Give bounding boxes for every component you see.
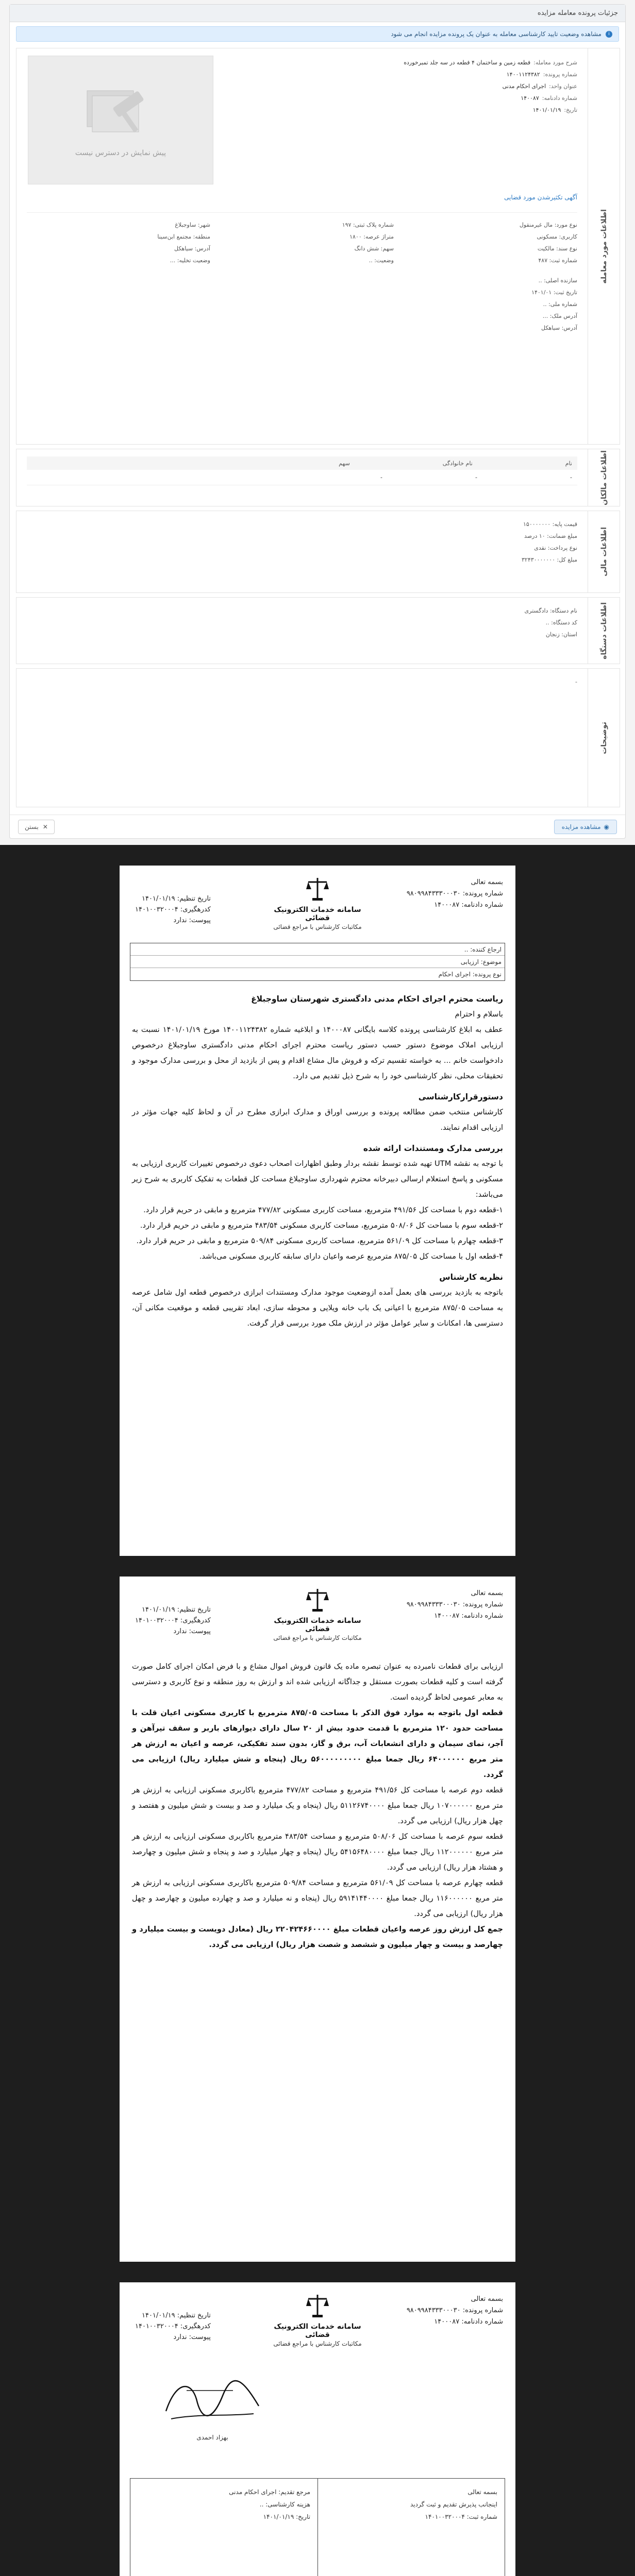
financial-row: قیمت پایه: ۱۵۰۰۰۰۰۰۰ bbox=[523, 521, 577, 528]
paragraph: باتوجه به بازدید بررسی های بعمل آمده ازوضعیت موجود مدارک ومستندات ابرازی درخصوص قطعه اول شامل عرصه به مساحت ۸۷۵/۰۵ مترمربع با اعیانی یک باب خانه ویلایی و محوطه سازی، ابعاد تقریبی قطعه و موقعیت مکانی آن، دسترسی ها، امکانات و سایر عوامل مؤثر در ارزش ملک مورد بررسی قرار گرفت. bbox=[132, 1288, 503, 1328]
info-section-title: اطلاعات مورد معامله bbox=[588, 48, 620, 444]
document-body bbox=[120, 981, 515, 1331]
extra-row: آدرس: سیاهکل bbox=[541, 325, 577, 331]
device-row: نام دستگاه: دادگستری bbox=[524, 607, 577, 614]
owners-row: - - - bbox=[27, 470, 577, 485]
financial-row: نوع پرداخت: نقدی bbox=[534, 545, 577, 551]
grid-cell: کاربری: مسکونی bbox=[537, 233, 577, 240]
page-header bbox=[120, 866, 515, 943]
greeting: باسلام و احترام bbox=[455, 1010, 503, 1019]
close-label: بستن bbox=[25, 823, 39, 831]
financial-row: مبلغ کل: ۳۲۴۳۰۰۰۰۰۰۰ bbox=[522, 556, 577, 563]
list-item: ۴-قطعه اول با مساحت کل ۸۷۵/۰۵ مترمربع عرصه واعیان دارای سابقه کاربری مسکونی می‌باشد. bbox=[199, 1252, 503, 1261]
paragraph: قطعه چهارم عرصه با مساحت کل ۵۶۱/۰۹ مترمربع و مساحت ۵۰۹/۸۴ مترمربع باکاربری مسکونی ارزیابی به ارزش هر متر مربع ۱۱۶۰۰۰۰۰۰ ریال جمعا مبلغ ۵۹۱۴۱۴۴۰۰۰۰ ریال (پنجاه و نه میلیارد و صد و چهارده میلیون و چهارصد و چهل هزار ریال) ارزیابی می گردد. bbox=[132, 1878, 503, 1918]
header-left: تاریخ تنظیم: ۱۴۰۱/۰۱/۱۹ کدرهگیری: ۱۴۰۱۰۰۳۲۰۰۰۴ پیوست: ندارد bbox=[135, 2312, 211, 2341]
header-center: سامانه خدمات الکترونیک قضائی مکاتبات کارشناس با مراجع قضائی bbox=[266, 2293, 369, 2347]
device-row: کد دستگاه: .. bbox=[545, 619, 577, 626]
paragraph: قطعه اول باتوجه به موارد فوق الذکر با مساحت ۸۷۵/۰۵ مترمربع با کاربری مسکونی اعیان قلت با مساحت حدود ۱۲۰ مترمربع با قدمت حدود بیش از ۲۰ سال دارای دیوارهای باربر و سقف تیرآهن و آجر، نمای سیمان و دارای انشعابات آب، برق و گاز، بدون سند تفکیکی، عرصه و اعیان به ارزش هر متر مربع ۶۴۰۰۰۰۰۰ ریال جمعا مبلغ ۵۶۰۰۰۰۰۰۰۰۰ ریال (پنجاه و شش میلیارد ریال) ارزیابی می گردد. bbox=[132, 1708, 503, 1779]
box-text: هزینه کارشناسی: .. bbox=[259, 2501, 310, 2508]
field-list bbox=[309, 57, 577, 116]
field-row: تاریخ: ۱۴۰۱/۰۱/۱۹ bbox=[532, 107, 577, 113]
scales-icon bbox=[306, 1587, 329, 1613]
image-caption: پیش نمایش در دسترس نیست bbox=[75, 149, 166, 157]
scales-icon bbox=[306, 2293, 329, 2318]
grid-cell: شهر: ساوجبلاغ bbox=[175, 222, 210, 228]
financial-section bbox=[16, 511, 620, 593]
paragraph: قطعه دوم عرصه با مساحت کل ۴۹۱/۵۶ مترمربع و مساحت ۴۷۷/۸۲ مترمربع باکاربری مسکونی ارزیابی به ارزش هر متر مربع ۱۰۷۰۰۰۰۰۰ ریال جمعا مبلغ ۵۱۱۲۶۷۴۰۰۰۰ ریال (پنجاه و یک میلیارد و صد و بیست و شش میلیون و هفتصد و چهل هزار ریال) ارزیابی می گردد. bbox=[132, 1786, 503, 1825]
info-section bbox=[16, 48, 620, 445]
grid-cell: متراژ عرصه: ۱۸۰۰ bbox=[349, 233, 394, 240]
extra-row: سازنده اصلی: .. bbox=[538, 277, 577, 284]
paragraph: قطعه سوم عرصه با مساحت کل ۵۰۸/۰۶ مترمربع و مساحت ۴۸۳/۵۴ مترمربع باکاربری مسکونی ارزیابی به ارزش هر متر مربع ۱۱۲۰۰۰۰۰۰ ریال جمعا مبلغ ۵۴۱۵۶۴۸۰۰۰۰ ریال (پنجاه و چهار میلیارد و صد و پنجاه و شش میلیون و چهارصد و هشتاد هزار ریال) ارزیابی می گردد. bbox=[132, 1832, 504, 1872]
grid-cell: سهم: شش دانگ bbox=[354, 245, 394, 252]
notes-section-title: توضیحات bbox=[588, 669, 620, 807]
notice-link[interactable]: آگهی تکثیرشدن مورد قضایی bbox=[504, 194, 577, 201]
document-meta: ارجاع کننده: .. موضوع: ارزیابی نوع پرونده: اجرای احکام bbox=[130, 943, 505, 981]
grid-cell: شماره پلاک ثبتی: ۱۹۷ bbox=[342, 222, 394, 228]
document-page-2 bbox=[120, 1577, 515, 2262]
alert-text: مشاهده وضعیت تایید کارشناسی معامله به عنوان یک پرونده مزایده انجام می شود bbox=[391, 30, 601, 38]
close-button[interactable] bbox=[18, 820, 55, 834]
header-left: تاریخ تنظیم: ۱۴۰۱/۰۱/۱۹ کدرهگیری: ۱۴۰۱۰۰۳۲۰۰۰۴ پیوست: ندارد bbox=[135, 895, 211, 924]
addressee: ریاست محترم اجرای احکام مدنی دادگستری شهرستان ساوجبلاغ bbox=[251, 994, 503, 1004]
header-right: بسمه تعالی شماره پرونده: ۹۸۰۹۹۸۴۳۳۳۰۰۰۳۰ شماره دادنامه: ۱۴۰۰۰۸۷ bbox=[406, 878, 503, 909]
field-row: عنوان واحد: اجرای احکام مدنی bbox=[502, 83, 577, 90]
header-right: بسمه تعالی شماره پرونده: ۹۸۰۹۹۸۴۳۳۳۰۰۰۳۰ شماره دادنامه: ۱۴۰۰۰۸۷ bbox=[406, 1589, 503, 1620]
view-auction-button[interactable] bbox=[554, 820, 617, 834]
scales-icon bbox=[306, 876, 329, 902]
grid-cell: وضعیت: .. bbox=[369, 257, 394, 264]
grid-cell: نوع سند: مالکیت bbox=[537, 245, 577, 252]
owners-section bbox=[16, 449, 620, 506]
paragraph: عطف به ابلاغ کارشناسی پرونده کلاسه بایگانی ۱۴۰۰۰۸۷ و ابلاغیه شماره ۱۴۰۰۱۱۲۴۳۸۲ مورخ ۱۴۰۱/۰۱/۱۹ نسبت به ارزیابی املاک موضوع دستور حسب دستور ریاست محترم اجرای احکام مدنی دادگستری ساوجبلاغ درخصوص دادخواست خانم ... به خواسته تقسیم ترکه و فروش مال مشاع اقدام و پس از بازدید از محل و بررسی مدارک موجود و تحقیقات محلی، نظر کارشناسی خود را به شرح ذیل تقدیم می دارد. bbox=[132, 1025, 503, 1080]
signature-image bbox=[156, 2370, 269, 2432]
header-right: بسمه تعالی شماره پرونده: ۹۸۰۹۹۸۴۳۳۳۰۰۰۳۰ شماره دادنامه: ۱۴۰۰۰۸۷ bbox=[406, 2295, 503, 2326]
image-placeholder bbox=[28, 56, 213, 184]
info-alert bbox=[16, 26, 619, 42]
heading: بررسی مدارک ومستندات ارائه شده bbox=[363, 1144, 503, 1153]
grid-cell: شماره ثبت: ۴۸۷ bbox=[538, 257, 577, 264]
financial-row: مبلغ ضمانت: ۱۰ درصد bbox=[524, 533, 577, 539]
device-row: استان: زنجان bbox=[545, 631, 577, 638]
field-row: شماره پرونده: ۱۴۰۰۱۱۲۴۳۸۲ bbox=[506, 71, 577, 78]
paragraph: با توجه به نقشه UTM تهیه شده توسط نقشه بردار وطبق اظهارات اصحاب دعوی درخصوص تغییرات کاربری ارزیابی به مسکونی و پاسخ استعلام ارسالی دبیرخانه محترم شهرداری ساوجبلاغ مساحت کل قطعات به تفکیک کاربری به شرح زیر می‌باشد: bbox=[132, 1159, 504, 1199]
modal-header bbox=[10, 5, 625, 22]
signer-name: بهزاد احمدی bbox=[196, 2434, 228, 2441]
box-text: اینجانب پذیرش تقدیم و ثبت گردید bbox=[410, 2501, 497, 2508]
device-section-title: اطلاعات دستگاه bbox=[588, 598, 620, 664]
total-paragraph: جمع کل ارزش روز عرصه واعیان قطعات مبلغ ۲۲۰۴۲۴۶۶۰۰۰۰ ریال (معادل دویست و بیست میلیارد و چهارصد و بیست و چهار میلیون و ششصد و شصت هزار ریال) ارزیابی می گردد. bbox=[132, 1925, 503, 1949]
header-left: تاریخ تنظیم: ۱۴۰۱/۰۱/۱۹ کدرهگیری: ۱۴۰۱۰۰۳۲۰۰۰۴ پیوست: ندارد bbox=[135, 1606, 211, 1635]
box-text: بسمه تعالی bbox=[467, 2488, 497, 2496]
owners-header: نام نام خانوادگی سهم bbox=[27, 456, 577, 470]
list-item: ۱-قطعه دوم با مساحت کل ۴۹۱/۵۶ مترمربع، مساحت کاربری مسکونی ۴۷۷/۸۲ مترمربع و مابقی در حریم قرار دارد. bbox=[143, 1206, 503, 1214]
paragraph: کارشناس منتخب ضمن مطالعه پرونده و بررسی اوراق و مدارک ابرازی مطرح در آن و لحاظ کلیه جهات مؤثر در ارزیابی اقدام نمایند. bbox=[132, 1108, 503, 1132]
info-icon: i bbox=[606, 31, 612, 38]
box-text: شماره ثبت: ۱۴۰۱۰۰۳۲۰۰۰۴ bbox=[425, 2513, 497, 2520]
grid-cell: وضعیت تخلیه: ... bbox=[170, 257, 210, 264]
financial-section-title: اطلاعات مالی bbox=[588, 511, 620, 592]
paragraph: ارزیابی برای قطعات نامبرده به عنوان تبصره ماده یک قانون فروش اموال مشاع و با فرض امکان اجرای کامل صورت گرفته است و کلیه قطعات بصورت مستقل و جداگانه ارزیابی شده اند و ارزش به روز منطقه و نوع کاربری و دسترسی به معابر عمومی لحاظ گردیده است. bbox=[132, 1662, 503, 1702]
view-auction-label: مشاهده مزایده bbox=[561, 823, 601, 831]
field-row: شرح مورد معامله: قطعه زمین و ساختمان ۴ قطعه در سه جلد تمبرخورده bbox=[404, 59, 577, 66]
close-icon: ✕ bbox=[42, 823, 48, 831]
page-header bbox=[120, 2282, 515, 2360]
field-row: شماره دادنامه: ۱۴۰۰۸۷ bbox=[521, 95, 577, 101]
grid-cell: آدرس: سیاهکل bbox=[174, 245, 210, 252]
extra-row: شماره ملی: .. bbox=[543, 301, 577, 308]
modal-title: جزئیات پرونده معامله مزایده bbox=[537, 9, 618, 17]
page-header bbox=[120, 1577, 515, 1654]
detail-grid bbox=[27, 212, 577, 334]
grid-cell: منطقه: مجتمع ابن‌سینا bbox=[157, 233, 210, 240]
list-item: ۳-قطعه چهارم با مساحت کل ۵۶۱/۰۹ مترمربع، مساحت کاربری مسکونی ۵۰۹/۸۴ مترمربع و مابقی در حریم قرار دارد. bbox=[136, 1236, 503, 1245]
heading: نظریه کارشناس bbox=[439, 1273, 503, 1282]
heading: دستورقرارکارشناسی bbox=[418, 1092, 503, 1101]
document-body bbox=[120, 1654, 515, 1953]
box-text: تاریخ: ۱۴۰۱/۰۱/۱۹ bbox=[263, 2513, 310, 2520]
header-center: سامانه خدمات الکترونیک قضائی مکاتبات کارشناس با مراجع قضائی bbox=[266, 1587, 369, 1641]
notes-text: - bbox=[575, 679, 577, 685]
receipt-box bbox=[130, 2478, 505, 2576]
case-panel bbox=[0, 0, 635, 845]
extra-row: تاریخ ثبت: ۱۴۰۱/۰۱ bbox=[531, 289, 577, 296]
grid-cell: نوع مورد: مال غیرمنقول bbox=[519, 222, 577, 228]
extra-row: آدرس ملک: ... bbox=[542, 313, 577, 319]
modal-footer bbox=[10, 815, 625, 838]
box-text: مرجع تقدیم: اجرای احکام مدنی bbox=[229, 2488, 310, 2496]
notes-section bbox=[16, 668, 620, 807]
document-page-3 bbox=[120, 2282, 515, 2576]
eye-icon: ◉ bbox=[604, 823, 609, 831]
document-page-1 bbox=[120, 866, 515, 1556]
list-item: ۲-قطعه سوم با مساحت کل ۵۰۸/۰۶ مترمربع، مساحت کاربری مسکونی ۴۸۳/۵۴ مترمربع و مابقی در حریم قرار دارد. bbox=[140, 1221, 503, 1230]
gavel-icon bbox=[82, 83, 159, 140]
device-section bbox=[16, 597, 620, 664]
header-center: سامانه خدمات الکترونیک قضائی مکاتبات کارشناس با مراجع قضائی bbox=[266, 876, 369, 930]
case-modal bbox=[9, 4, 626, 839]
signature bbox=[156, 2370, 269, 2447]
owners-section-title: اطلاعات مالکان bbox=[588, 449, 620, 506]
